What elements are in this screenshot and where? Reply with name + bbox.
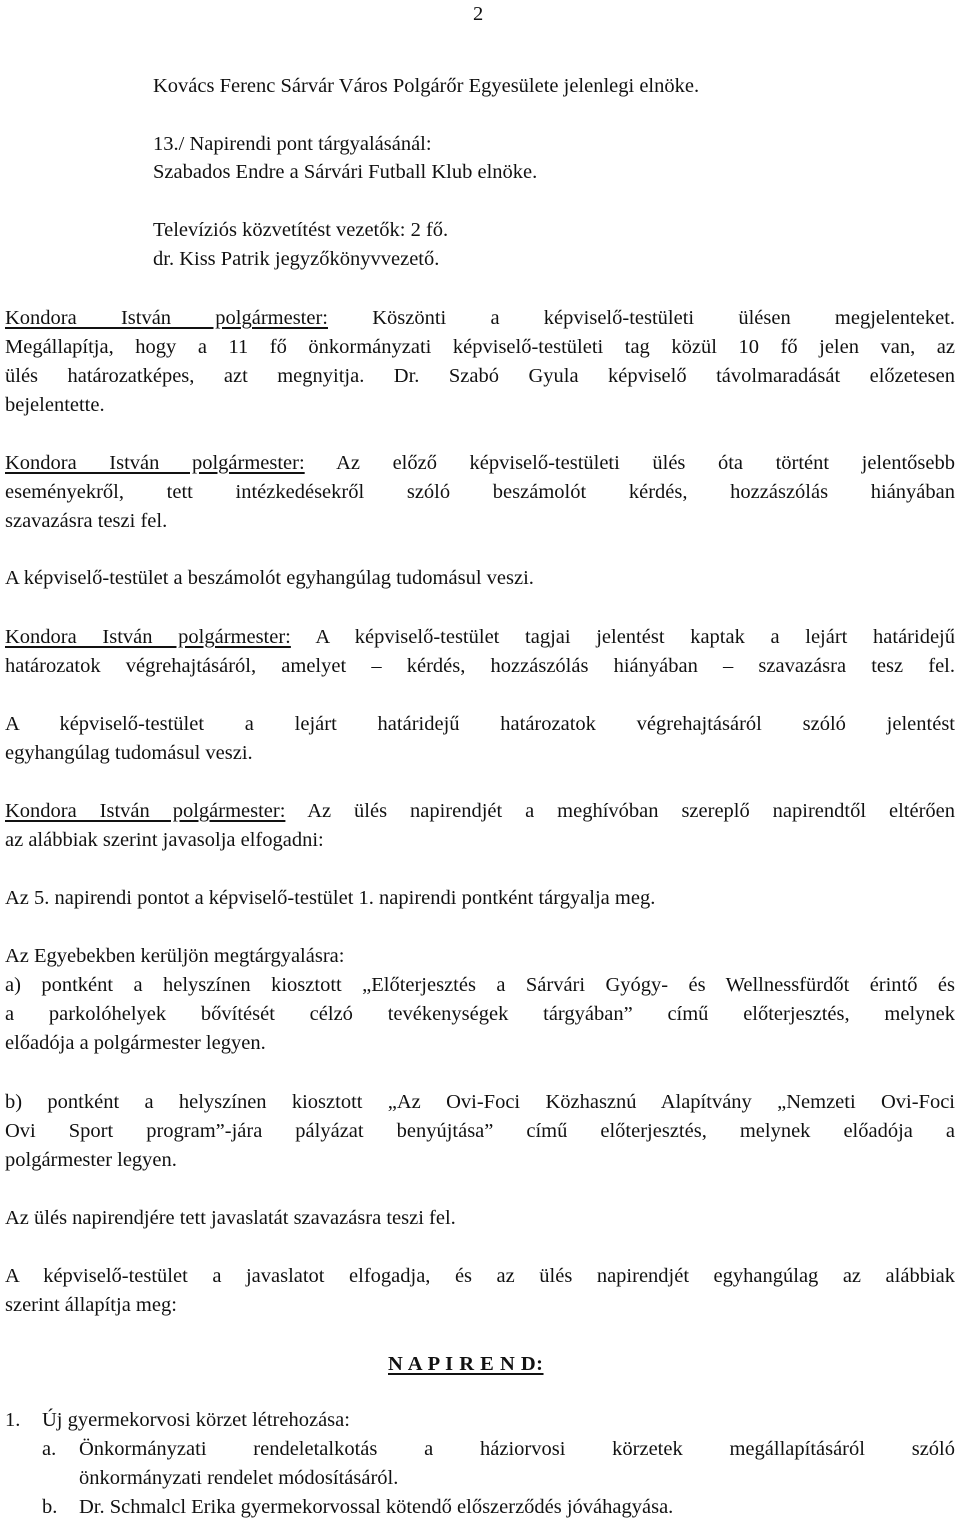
agenda-13-heading: 13./ Napirendi pont tárgyalásánál:	[153, 133, 432, 155]
speaker-label: Kondora István polgármester:	[5, 452, 305, 474]
paragraph-4-line-2: határozatok végrehajtásáról, amelyet – kérdés, hozzászólás hiányában – szavazásra tesz fel.	[5, 655, 955, 677]
guest-line-4: dr. Kiss Patrik jegyzőkönyvvezető.	[153, 248, 440, 270]
agenda-item-1a-line-1: Önkormányzati rendeletalkotás a háziorvosi körzetek megállapításáról szóló	[79, 1438, 955, 1460]
item-b-line-1: b) pontként a helyszínen kiosztott „Az Ovi-Foci Közhasznú Alapítvány „Nemzeti Ovi-Foci	[5, 1091, 955, 1113]
agenda-change-line: Az 5. napirendi pontot a képviselő-testület 1. napirendi pontként tárgyalja meg.	[5, 887, 656, 909]
item-a-line-1: a) pontként a helyszínen kiosztott „Előterjesztés a Sárvári Gyógy- és Wellnessfürdőt érintő és	[5, 974, 955, 996]
guest-line-2: Szabados Endre a Sárvári Futball Klub elnöke.	[153, 161, 538, 183]
paragraph-4-line-1: Kondora István polgármester: A képviselő-testület tagjai jelentést kaptak a lejárt határidejű	[5, 626, 955, 648]
speaker-label: Kondora István polgármester:	[5, 800, 286, 822]
guest-line-3: Televíziós közvetítést vezetők: 2 fő.	[153, 219, 449, 241]
paragraph-6-line-1: Kondora István polgármester: Az ülés napirendjét a meghívóban szereplő napirendtől eltérően	[5, 800, 955, 822]
item-a-line-3: előadója a polgármester legyen.	[5, 1032, 266, 1054]
item-b-line-2: Ovi Sport program”-jára pályázat benyújtása” című előterjesztés, melynek előadója a	[5, 1120, 955, 1142]
agenda-item-1b-label: b.	[42, 1496, 58, 1518]
speaker-label: Kondora István polgármester:	[5, 626, 291, 648]
agenda-adopted-line-1: A képviselő-testület a javaslatot elfogadja, és az ülés napirendjét egyhangúlag az alábbiak	[5, 1265, 955, 1287]
speaker-label: Kondora István polgármester:	[5, 307, 328, 329]
guest-line-1: Kovács Ferenc Sárvár Város Polgárőr Egyesülete jelenlegi elnöke.	[153, 75, 700, 97]
resolution-2-line-1: A képviselő-testület a lejárt határidejű határozatok végrehajtásáról szóló jelentést	[5, 713, 955, 735]
agenda-item-1-number: 1.	[5, 1409, 21, 1431]
paragraph-1-line-1: Kondora István polgármester: Köszönti a képviselő-testületi ülésen megjelenteket.	[5, 307, 956, 329]
vote-proposal-line: Az ülés napirendjére tett javaslatát szavazásra teszi fel.	[5, 1207, 456, 1229]
agenda-item-1-text: Új gyermekorvosi körzet létrehozása:	[42, 1409, 350, 1431]
item-b-line-3: polgármester legyen.	[5, 1149, 177, 1171]
agenda-adopted-line-2: szerint állapítja meg:	[5, 1294, 177, 1316]
paragraph-6-line-2: az alábbiak szerint javasolja elfogadni:	[5, 829, 324, 851]
agenda-item-1a-label: a.	[42, 1438, 57, 1460]
paragraph-2-line-2: eseményekről, tett intézkedésekről szóló beszámolót kérdés, hozzászólás hiányában	[5, 481, 955, 503]
resolution-1: A képviselő-testület a beszámolót egyhangúlag tudomásul veszi.	[5, 567, 534, 589]
agenda-item-1a-line-2: önkormányzati rendelet módosításáról.	[79, 1467, 399, 1489]
paragraph-2-line-3: szavazásra teszi fel.	[5, 510, 168, 532]
paragraph-2-line-1: Kondora István polgármester: Az előző képviselő-testületi ülés óta történt jelentősebb	[5, 452, 955, 474]
paragraph-1-line-3: ülés határozatképes, azt megnyitja. Dr. Szabó Gyula képviselő távolmaradását előzetesen	[5, 365, 955, 387]
agenda-item-1b-text: Dr. Schmalcl Erika gyermekorvossal kötendő előszerződés jóváhagyása.	[79, 1496, 674, 1518]
resolution-2-line-2: egyhangúlag tudomásul veszi.	[5, 742, 253, 764]
paragraph-1-line-4: bejelentette.	[5, 394, 105, 416]
other-items-heading: Az Egyebekben kerüljön megtárgyalásra:	[5, 945, 345, 967]
page-number: 2	[473, 3, 484, 25]
agenda-title: N A P I R E N D:	[388, 1353, 544, 1375]
item-a-line-2: a parkolóhelyek bővítését célzó tevékenységek tárgyában” című előterjesztés, melynek	[5, 1003, 955, 1025]
paragraph-1-line-2: Megállapítja, hogy a 11 fő önkormányzati képviselő-testületi tag közül 10 fő jelen van, az	[5, 336, 955, 358]
